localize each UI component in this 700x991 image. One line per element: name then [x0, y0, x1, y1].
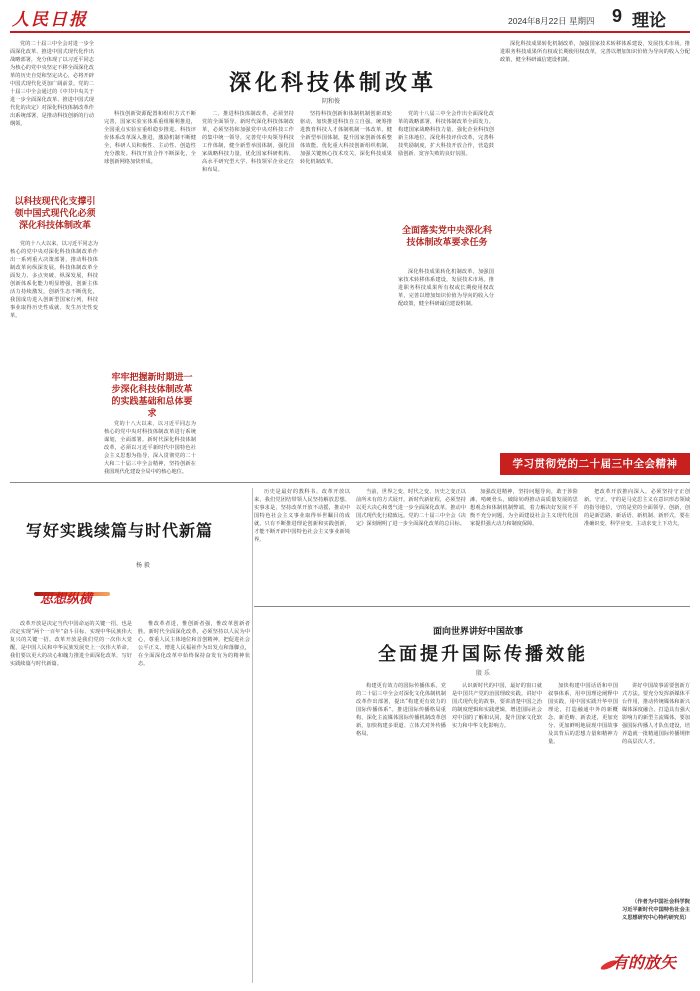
- article2-title: 写好实践续篇与时代新篇: [26, 521, 214, 540]
- article1-col4: 二、推进科技体制改革，必须坚持党的全面领导。新时代深化科技体制改革，必须坚持和加强党中央对科技工作的集中统一领导，完善党中央领导科技工作体制，健全新型举国体制，强化国家战略科技力量，优化国家科研机构、高水平研究型大学、科技领军企业定位和布局。: [202, 111, 294, 173]
- section-title: 理论: [632, 11, 666, 31]
- section-divider-2: [254, 606, 690, 607]
- article2-author: 杨 毅: [136, 562, 150, 569]
- header-rule: [10, 31, 690, 33]
- article1-subhead-1: 以科技现代化支撑引领中国式现代化必须深化科技体制改革: [14, 197, 96, 231]
- article1-col8: 深化科技成果转化机制改革，加强国家技术转移体系建设，发展技术市场。推进职务科技成果所有权或长期使用权改革，完善以增加知识价值为导向的收入分配政策，健全科研诚信建设机制。: [500, 41, 690, 63]
- article1-title: 深化科技体制改革: [228, 71, 437, 96]
- article3-title: 全面提升国际传播效能: [378, 644, 588, 665]
- corner-logo: 有的放矢: [612, 953, 677, 972]
- column-divider: [252, 488, 253, 983]
- article3-note: （作者为中国社会科学院习近平新时代中国特色社会主义思想研究中心特约研究员）: [622, 899, 690, 921]
- article2-col3: 历史是最好的教科书。改革开放以来，我们党团结带领人民坚持解放思想、实事求是，坚持改革开放不动摇，推动中国特色社会主义事业取得举世瞩目的成就。只有不断推进理论创新和实践创新，才能不断开辟中国特色社会主义事业新境界。: [254, 489, 350, 543]
- article3-col3: 加快构建中国话语和中国叙事体系，用中国理论阐释中国实践，用中国实践升华中国理论，打造融通中外的新概念、新范畴、新表述，更加充分、更加鲜明地展现中国故事及其背后的思想力量和精神力量。: [548, 683, 618, 745]
- article3-author: 殷 乐: [476, 670, 490, 677]
- article1-subhead-2: 牢牢把握新时期进一步深化科技体制改革的实践基础和总体要求: [111, 373, 193, 419]
- article3-col1: 构建更有效力的国际传播体系。党的二十届三中全会对深化文化体制机制改革作出部署，提出“构建更有效力的国际传播体系”。推进国际传播格局重构，深化主流媒体国际传播机制改革创新，加快构建多渠道、立体式对外传播格局。: [356, 683, 446, 737]
- article3-col4: 讲好中国故事需要创新方式方法。要充分发挥新媒体平台作用，推动传统媒体和新兴媒体深度融合，打造具有强大影响力的新型主流媒体。要加强国际传播人才队伍建设，培养造就一批精通国际传播规律的高层次人才。: [622, 683, 690, 745]
- article2-col5: 加强改进精神，坚持问题导向，敢于涉险滩、啃硬骨头，破除妨碍推动高质量发展的思想观念和体制机制弊端，着力解决好发展不平衡不充分问题，为全面建设社会主义现代化国家提供强大动力和制度保障。: [470, 489, 578, 527]
- article3-kicker: 面向世界讲好中国故事: [432, 627, 523, 637]
- article1-col3: 科技创新资源配置和组织方式不断完善，国家实验室体系重组顺利推进，全国重点实验室重组稳步推进。科技评价体系改革深入推进，激励机制不断健全，科研人员积极性、主动性、创造性充分激发。科技开放合作不断深化，全球创新网络加快形成。: [104, 111, 196, 165]
- section-divider-1: [10, 482, 690, 483]
- theme-banner: 学习贯彻党的二十届三中全会精神: [500, 453, 690, 475]
- article2-col1: 改革开放是决定当代中国命运的关键一招，也是决定实现“两个一百年”奋斗目标、实现中华民族伟大复兴的关键一招。改革开放是我们党的一次伟大觉醒，是中国人民和中华民族发展史上一次伟大革命。我们要以更大的决心和魄力推进全面深化改革，写好实践续篇与时代新篇。: [10, 621, 132, 667]
- article2-col6: 把改革开放推向深入，必须坚持守正创新。守正，守的是马克思主义在意识形态领域的指导地位，守的是党的全面领导。创新，创的是新思路、新话语、新机制、新形式，要在准确识变、科学应变、主动求变上下功夫。: [584, 489, 690, 527]
- article1-subhead-3: 全面落实党中央深化科技体制改革要求任务: [401, 226, 492, 248]
- article2-col4: 当前，世界之变、时代之变、历史之变正以前所未有的方式展开。新时代新征程，必须坚持以更大决心和勇气进一步全面深化改革，推动中国式现代化行稳致远。党的二十届三中全会《决定》深刻阐明了进一步全面深化改革的总目标。: [356, 489, 466, 527]
- article1-col5: 坚持科技创新和体制机制创新双轮驱动，加快推进科技自立自强。统筹推进教育科技人才体制机制一体改革，健全新型举国体制，提升国家创新体系整体效能。优化重大科技创新组织机制，加强关键核心技术攻关，深化科技成果转化机制改革。: [300, 111, 392, 165]
- issue-date: 2024年8月22日 星期四: [508, 16, 595, 26]
- article3-col2: 认识新时代的中国，最好的窗口就是中国共产党的治国理政实践。讲好中国式现代化的故事，要讲清楚中国之治的制度逻辑和实践逻辑，增进国际社会对中国的了解和认同，提升国家文化软实力和中华文化影响力。: [452, 683, 542, 729]
- masthead-logo: 人民日报: [12, 10, 88, 30]
- page-header: [0, 0, 700, 34]
- article1-col1: 党的二十届三中全会对进一步全面深化改革、推进中国式现代化作出战略部署，充分体现了以习近平同志为核心的党中央坚定不移全面深化改革的历史自觉和坚定决心，必将开辟中国式现代化更加广阔前景。党的二十届三中全会通过的《中共中央关于进一步全面深化改革、推进中国式现代化的决定》对深化科技体制改革作出系统部署，是推动科技创新的行动纲领。: [10, 41, 94, 127]
- article1-col2: 党的十八大以来，以习近平同志为核心的党中央对深化科技体制改革作出一系列重大决策部署，推动科技体制改革向纵深发展。科技体制改革全面发力、多点突破、纵深发展，科技创新体系化能力明显增强，创新主体活力持续激发，创新生态不断优化，我国成功进入创新型国家行列，科技事业取得历史性成就、发生历史性变革。: [10, 241, 98, 319]
- article1-author: 阴和俊: [322, 98, 341, 105]
- page-number: 9: [612, 6, 623, 26]
- article1-col6: 党的十八大以来，以习近平同志为核心的党中央对科技体制改革进行系统谋划，全面部署。新时代深化科技体制改革，必须以习近平新时代中国特色社会主义思想为指导，深入贯彻党的二十大和二十届三中全会精神，坚持创新在我国现代化建设全局中的核心地位。: [104, 421, 196, 475]
- article2-col2: 惟改革者进，惟创新者强，惟改革创新者胜。新时代全面深化改革，必须坚持以人民为中心，尊重人民主体地位和首创精神，把促进社会公平正义、增进人民福祉作为出发点和落脚点，在全面深化改革中始终保持奋发有为的精神状态。: [138, 621, 250, 667]
- article1-col7: 党的十八届三中全会作出全面深化改革的战略部署，科技体制改革全面发力。构建国家战略科技力量，强化企业科技创新主体地位，深化科技评价改革，完善科技奖励制度，扩大科技开放合作，营造鼓励创新、宽容失败的良好氛围。: [398, 111, 494, 157]
- column-logo-text: 思想纵横: [40, 592, 93, 607]
- article1-col7b: 深化科技成果转化机制改革，加强国家技术转移体系建设，发展技术市场。推进职务科技成果所有权或长期使用权改革，完善以增加知识价值为导向的收入分配政策，健全科研诚信建设机制。: [398, 269, 494, 307]
